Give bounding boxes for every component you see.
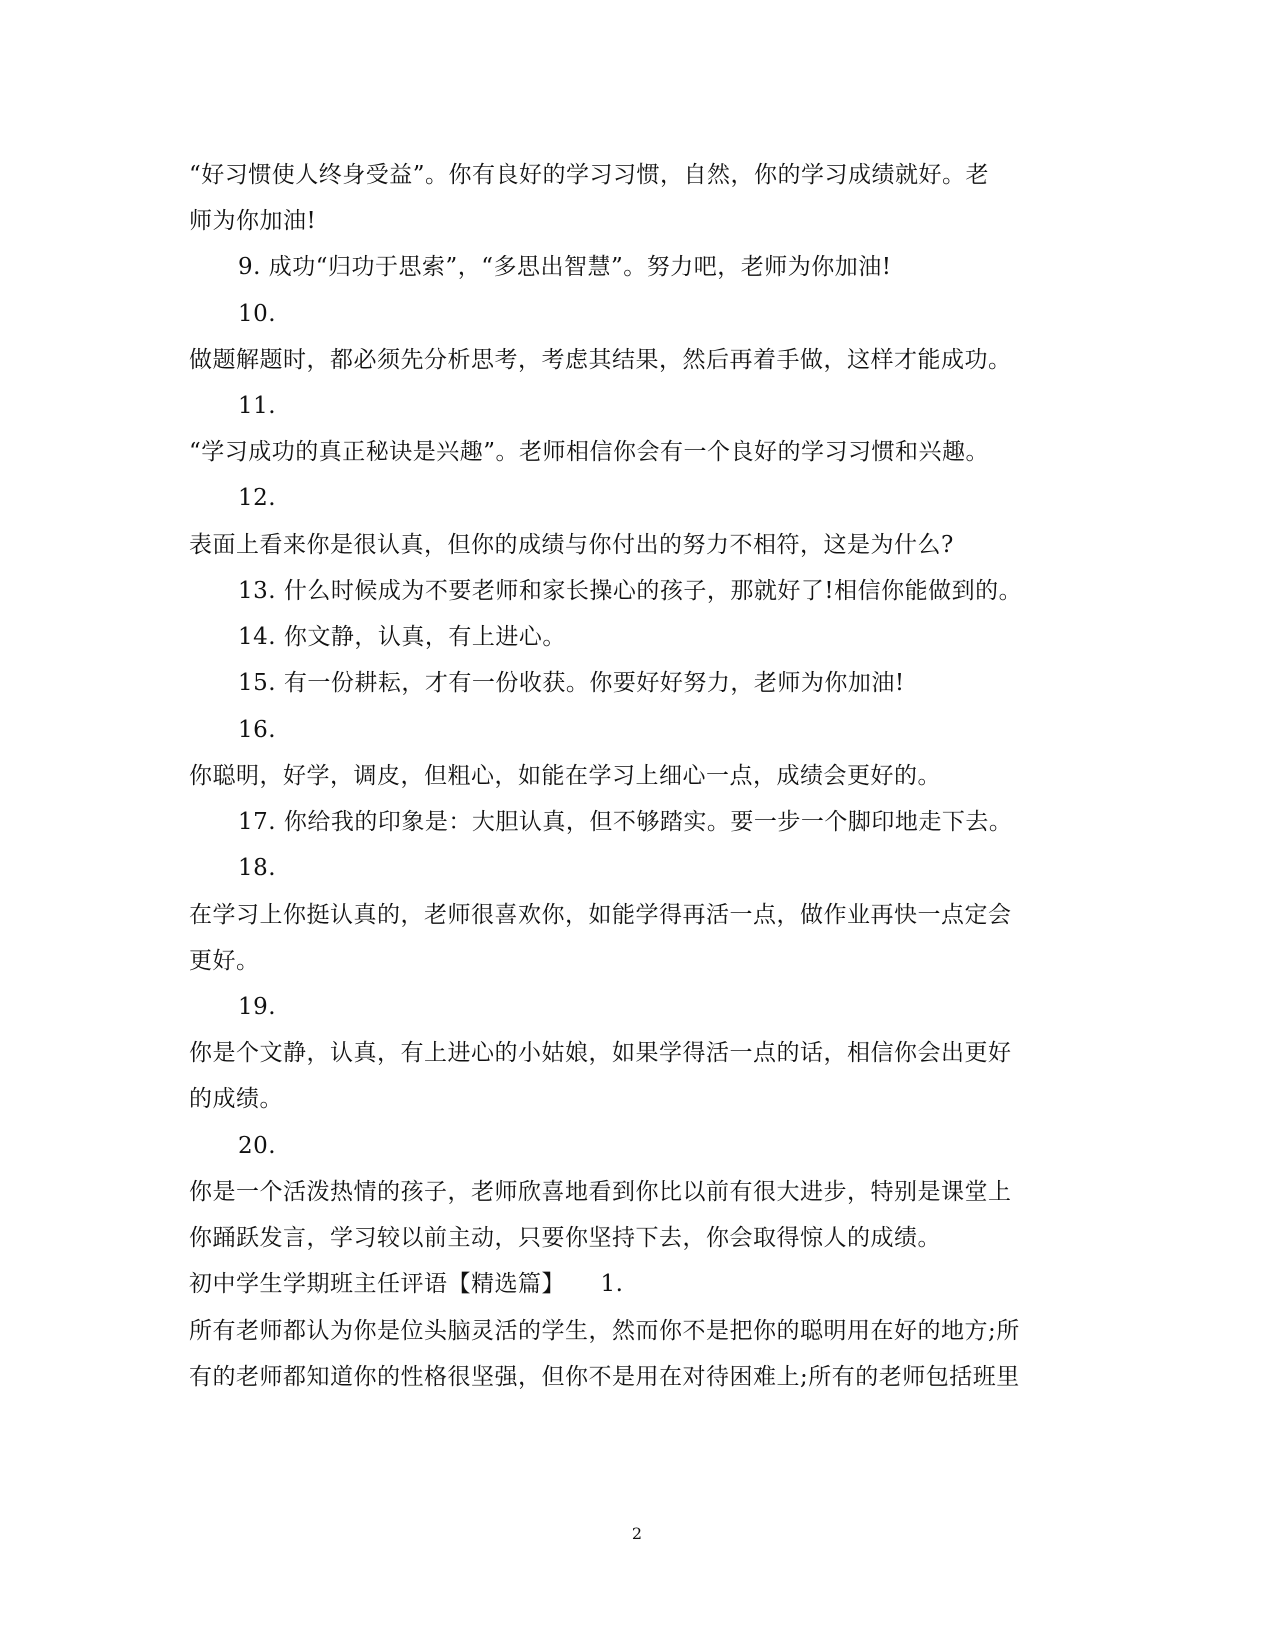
- text-line: 有的老师都知道你的性格很坚强，但你不是用在对待困难上;所有的老师包括班里: [189, 1364, 1020, 1390]
- text-line: 所有老师都认为你是位头脑灵活的学生，然而你不是把你的聪明用在好的地方;所: [189, 1318, 1020, 1344]
- list-item: 9. 成功“归功于思索”，“多思出智慧”。努力吧，老师为你加油!: [238, 254, 892, 280]
- text-line: 师为你加油!: [189, 208, 317, 234]
- section-heading: 初中学生学期班主任评语【精选篇】 1.: [189, 1271, 624, 1297]
- text-line: 更好。: [189, 948, 260, 974]
- list-number: 12.: [238, 485, 277, 511]
- text-line: 你是个文静，认真，有上进心的小姑娘，如果学得活一点的话，相信你会出更好: [189, 1040, 1012, 1066]
- text-line: 你踊跃发言，学习较以前主动，只要你坚持下去，你会取得惊人的成绩。: [189, 1225, 941, 1251]
- text-line: 你聪明，好学，调皮，但粗心，如能在学习上细心一点，成绩会更好的。: [189, 763, 941, 789]
- text-line: 的成绩。: [189, 1086, 283, 1112]
- list-number: 20.: [238, 1133, 277, 1159]
- list-number: 10.: [238, 301, 277, 327]
- list-item: 15. 有一份耕耘，才有一份收获。你要好好努力，老师为你加油!: [238, 670, 905, 696]
- list-item: 17. 你给我的印象是：大胆认真，但不够踏实。要一步一个脚印地走下去。: [238, 809, 1013, 835]
- text-line: “学习成功的真正秘诀是兴趣”。老师相信你会有一个良好的学习习惯和兴趣。: [189, 439, 990, 465]
- list-number: 16.: [238, 717, 277, 743]
- text-line: 你是一个活泼热情的孩子，老师欣喜地看到你比以前有很大进步，特别是课堂上: [189, 1179, 1012, 1205]
- page-number: 2: [631, 1524, 643, 1543]
- list-number: 19.: [238, 994, 277, 1020]
- list-item: 13. 什么时候成为不要老师和家长操心的孩子，那就好了!相信你能做到的。: [238, 578, 1023, 604]
- text-line: 在学习上你挺认真的，老师很喜欢你，如能学得再活一点，做作业再快一点定会: [189, 902, 1012, 928]
- text-line: “好习惯使人终身受益”。你有良好的学习习惯，自然，你的学习成绩就好。老: [189, 162, 990, 188]
- list-item: 14. 你文静，认真，有上进心。: [238, 624, 566, 650]
- text-line: 表面上看来你是很认真，但你的成绩与你付出的努力不相符，这是为什么?: [189, 532, 954, 558]
- list-number: 18.: [238, 855, 277, 881]
- text-line: 做题解题时，都必须先分析思考，考虑其结果，然后再着手做，这样才能成功。: [189, 347, 1012, 373]
- list-number: 11.: [238, 393, 277, 419]
